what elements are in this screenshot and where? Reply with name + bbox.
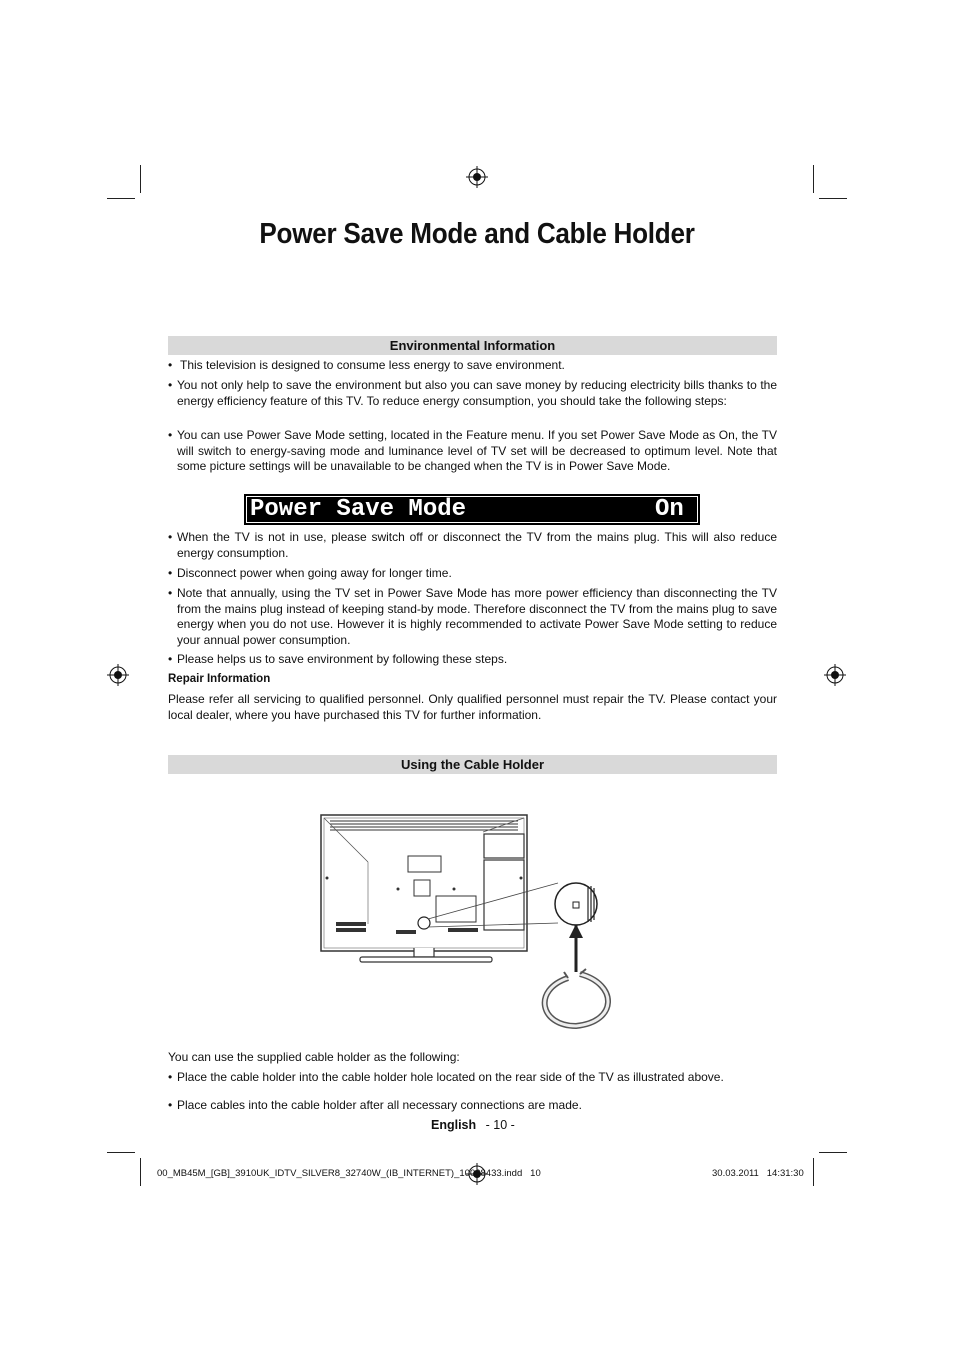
registration-mark-icon — [107, 664, 129, 686]
crop-mark — [819, 198, 847, 199]
print-slug-file: 00_MB45M_[GB]_3910UK_IDTV_SILVER8_32740W_(IB_INTERNET)_10068433.indd 10 — [157, 1168, 541, 1179]
print-slug-date: 30.03.2011 14:31:30 — [712, 1168, 804, 1179]
osd-label: Power Save Mode — [250, 496, 467, 523]
crop-mark — [140, 165, 141, 193]
crop-mark — [107, 1152, 135, 1153]
registration-mark-icon — [824, 664, 846, 686]
list-item: • When the TV is not in use, please switch off or disconnect the TV from the mains plug. This will also reduce energy consumption. — [168, 530, 777, 561]
footer-page-number: - 10 - — [485, 1118, 515, 1132]
list-item: • You can use Power Save Mode setting, located in the Feature menu. If you set Power Save Mode as On, the TV will switch to energy-saving mode and luminance level of TV set will be decreased to optimum level. Note that some picture settings will be unavailable to be changed when the TV is in Power Save Mode. — [168, 428, 777, 475]
list-item: • This television is designed to consume less energy to save environment. — [168, 358, 777, 374]
crop-mark — [140, 1158, 141, 1186]
list-item: • Disconnect power when going away for longer time. — [168, 566, 777, 582]
crop-mark — [813, 165, 814, 193]
section-heading-cable-holder: Using the Cable Holder — [168, 755, 777, 774]
tv-rear-cable-holder-illustration — [318, 812, 614, 1032]
page-title: Power Save Mode and Cable Holder — [259, 218, 695, 250]
list-item: • You not only help to save the environment but also you can save money by reducing electricity bills thanks to the energy efficiency feature of this TV. To reduce energy consumption, you should take the following steps: — [168, 378, 777, 409]
list-item: • Please helps us to save environment by following these steps. — [168, 652, 777, 668]
repair-text: Please refer all servicing to qualified personnel. Only qualified personnel must repair the TV. Please contact your local dealer, where you have purchased this TV for further information. — [168, 692, 777, 722]
cable-intro: You can use the supplied cable holder as the following: — [168, 1050, 460, 1064]
section-heading-environmental: Environmental Information — [168, 336, 777, 355]
crop-mark — [813, 1158, 814, 1186]
list-item: • Place cables into the cable holder after all necessary connections are made. — [168, 1098, 777, 1114]
page-footer — [431, 1118, 515, 1132]
osd-value: On — [655, 496, 684, 523]
registration-mark-icon — [466, 166, 488, 188]
crop-mark — [107, 198, 135, 199]
list-item: • Place the cable holder into the cable holder hole located on the rear side of the TV as illustrated above. — [168, 1070, 777, 1086]
footer-language: English — [431, 1118, 477, 1132]
power-save-mode-osd — [244, 494, 700, 525]
list-item: • Note that annually, using the TV set in Power Save Mode has more power efficiency than disconnecting the TV from the mains plug instead of keeping stand-by mode. Therefore disconnect the TV from the mains plug to save energy when you do not use. However it is highly recommended to activate Power Save Mode setting to reduce your annual power consumption. — [168, 586, 777, 648]
repair-heading: Repair Information — [168, 673, 271, 685]
crop-mark — [819, 1152, 847, 1153]
